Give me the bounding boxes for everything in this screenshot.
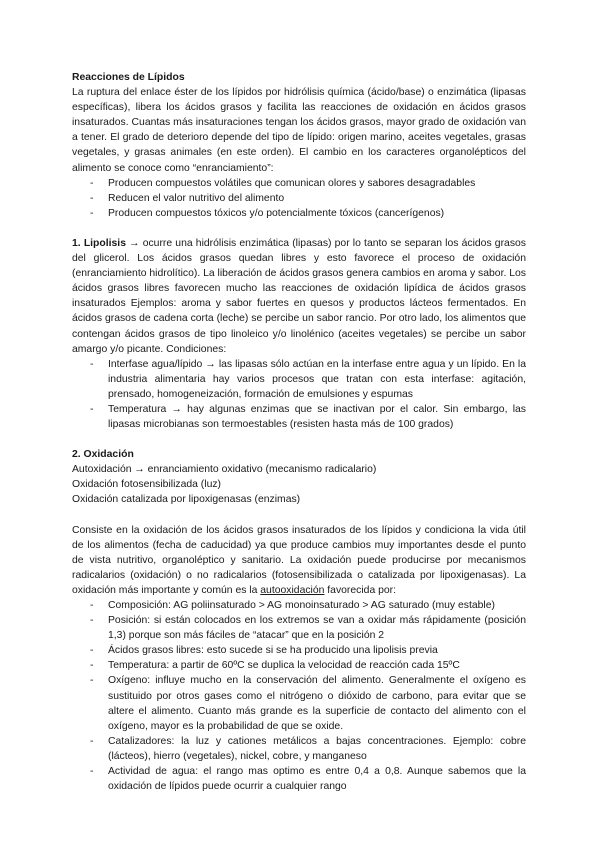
list-item: - Reducen el valor nutritivo del alimento bbox=[72, 191, 526, 206]
oxidation-text-end: favorecida por: bbox=[324, 584, 397, 596]
lipolisis-paragraph bbox=[72, 236, 526, 357]
list-item: - Composición: AG poliinsaturado > AG monoinsaturado > AG saturado (muy estable) bbox=[72, 598, 526, 613]
list-item: - Interfase agua/lípido → las lipasas sólo actúan en la interfase entre agua y un lípido. En la industria alimentaria hay varios procesos que tratan con esta interfase: agitación, prensado, homogeneización, formación de emulsiones y espumas bbox=[72, 357, 526, 402]
list-item: - Temperatura → hay algunas enzimas que se inactivan por el calor. Sin embargo, las lipasas microbianas son termoestables (resisten hasta más de 100 grados) bbox=[72, 402, 526, 432]
section-title-oxidacion: 2. Oxidación bbox=[72, 449, 134, 461]
document-body bbox=[72, 70, 526, 794]
lipolisis-heading: 1. Lipolisis bbox=[72, 237, 126, 249]
spacer bbox=[72, 221, 526, 236]
oxidation-text-start: Consiste en la oxidación de los ácidos grasos insaturados de los lípidos y condiciona la vida útil de los alimentos (fecha de caducidad) ya que produce cambios muy importantes desde el punto de vista nutritivo, organoléptico y sanitario. La oxidación puede producirse por mecanismos radicalarios (oxidación) o no radicalarios (fotosensibilizada o catalizada por lipoxigenasas). La oxidación más importante y común es la bbox=[72, 524, 526, 596]
list-item: - Catalizadores: la luz y cationes metálicos a bajas concentraciones. Ejemplo: cobre (lácteos), hierro (vegetales), nickel, cobre, y manganeso bbox=[72, 734, 526, 764]
enranciamiento-effects-list bbox=[72, 176, 526, 221]
lipolisis-conditions-list bbox=[72, 357, 526, 432]
list-item: - Producen compuestos tóxicos y/o potencialmente tóxicos (cancerígenos) bbox=[72, 206, 526, 221]
list-item: - Actividad de agua: el rango mas optimo es entre 0,4 a 0,8. Aunque sabemos que la oxidación de lípidos puede ocurrir a cualquier rango bbox=[72, 764, 526, 794]
oxidation-factors-list bbox=[72, 598, 526, 794]
section-title-reacciones: Reacciones de Lípidos bbox=[72, 72, 185, 83]
list-item: - Producen compuestos volátiles que comunican olores y sabores desagradables bbox=[72, 176, 526, 191]
oxidation-paragraph bbox=[72, 523, 526, 598]
oxidation-type-line: Oxidación fotosensibilizada (luz) bbox=[72, 479, 222, 491]
lipolisis-text: → ocurre una hidrólisis enzimática (lipasas) por lo tanto se separan los ácidos grasos del glicerol. Los ácidos grasos quedan libres y esto favorece el proceso de oxidación (enranciamiento hidrolítico). La liberación de ácidos grasos genera cambios en aroma y sabor. Los ácidos grasos libres favorecen mucho las reacciones de oxidación lipídica de ácidos grasos insaturados Ejemplos: aroma y sabor fuertes en quesos y productos lácteos fermentados. En ácidos grasos de cadena corta (leche) se percibe un sabor rancio. Por otro lado, los alimentos que contengan ácidos grasos de tipo linoleico y/o linolénico (aceites vegetales) se percibe un sabor amargo y/o picante. Condiciones: bbox=[72, 237, 526, 355]
list-item: - Ácidos grasos libres: esto sucede si se ha producido una lipolisis previa bbox=[72, 643, 526, 658]
intro-paragraph: La ruptura del enlace éster de los lípidos por hidrólisis química (ácido/base) o enzimática (lipasas específicas), libera los ácidos grasos y facilita las reacciones de oxidación en ácidos grasos insaturados. Cuantas más insaturaciones tengan los ácidos grasos, mayor grado de oxidación van a tener. El grado de deterioro depende del tipo de lípido: origen marino, aceites vegetales, grasas vegetales, y grasas animales (en este orden). El cambio en los caracteres organolépticos del alimento se conoce como “enranciamiento”: bbox=[72, 87, 526, 174]
list-item: - Oxígeno: influye mucho en la conservación del alimento. Generalmente el oxígeno es sustituido por otros gases como el nitrógeno o dióxido de carbono, para evitar que se altere el alimento. Cuanto más grande es la superficie de contacto del alimento con el oxígeno, mayor es la probabilidad de que se oxide. bbox=[72, 673, 526, 733]
spacer bbox=[72, 508, 526, 523]
autooxidacion-underlined: autooxidación bbox=[260, 584, 325, 596]
spacer bbox=[72, 432, 526, 447]
oxidation-type-line: Autoxidación → enranciamiento oxidativo (mecanismo radicalario) bbox=[72, 464, 377, 476]
list-item: - Temperatura: a partir de 60ºC se duplica la velocidad de reacción cada 15ºC bbox=[72, 658, 526, 673]
oxidation-type-line: Oxidación catalizada por lipoxigenasas (enzimas) bbox=[72, 494, 301, 506]
list-item: - Posición: si están colocados en los extremos se van a oxidar más rápidamente (posición 1,3) porque son más fáciles de “atacar” que en la posición 2 bbox=[72, 613, 526, 643]
